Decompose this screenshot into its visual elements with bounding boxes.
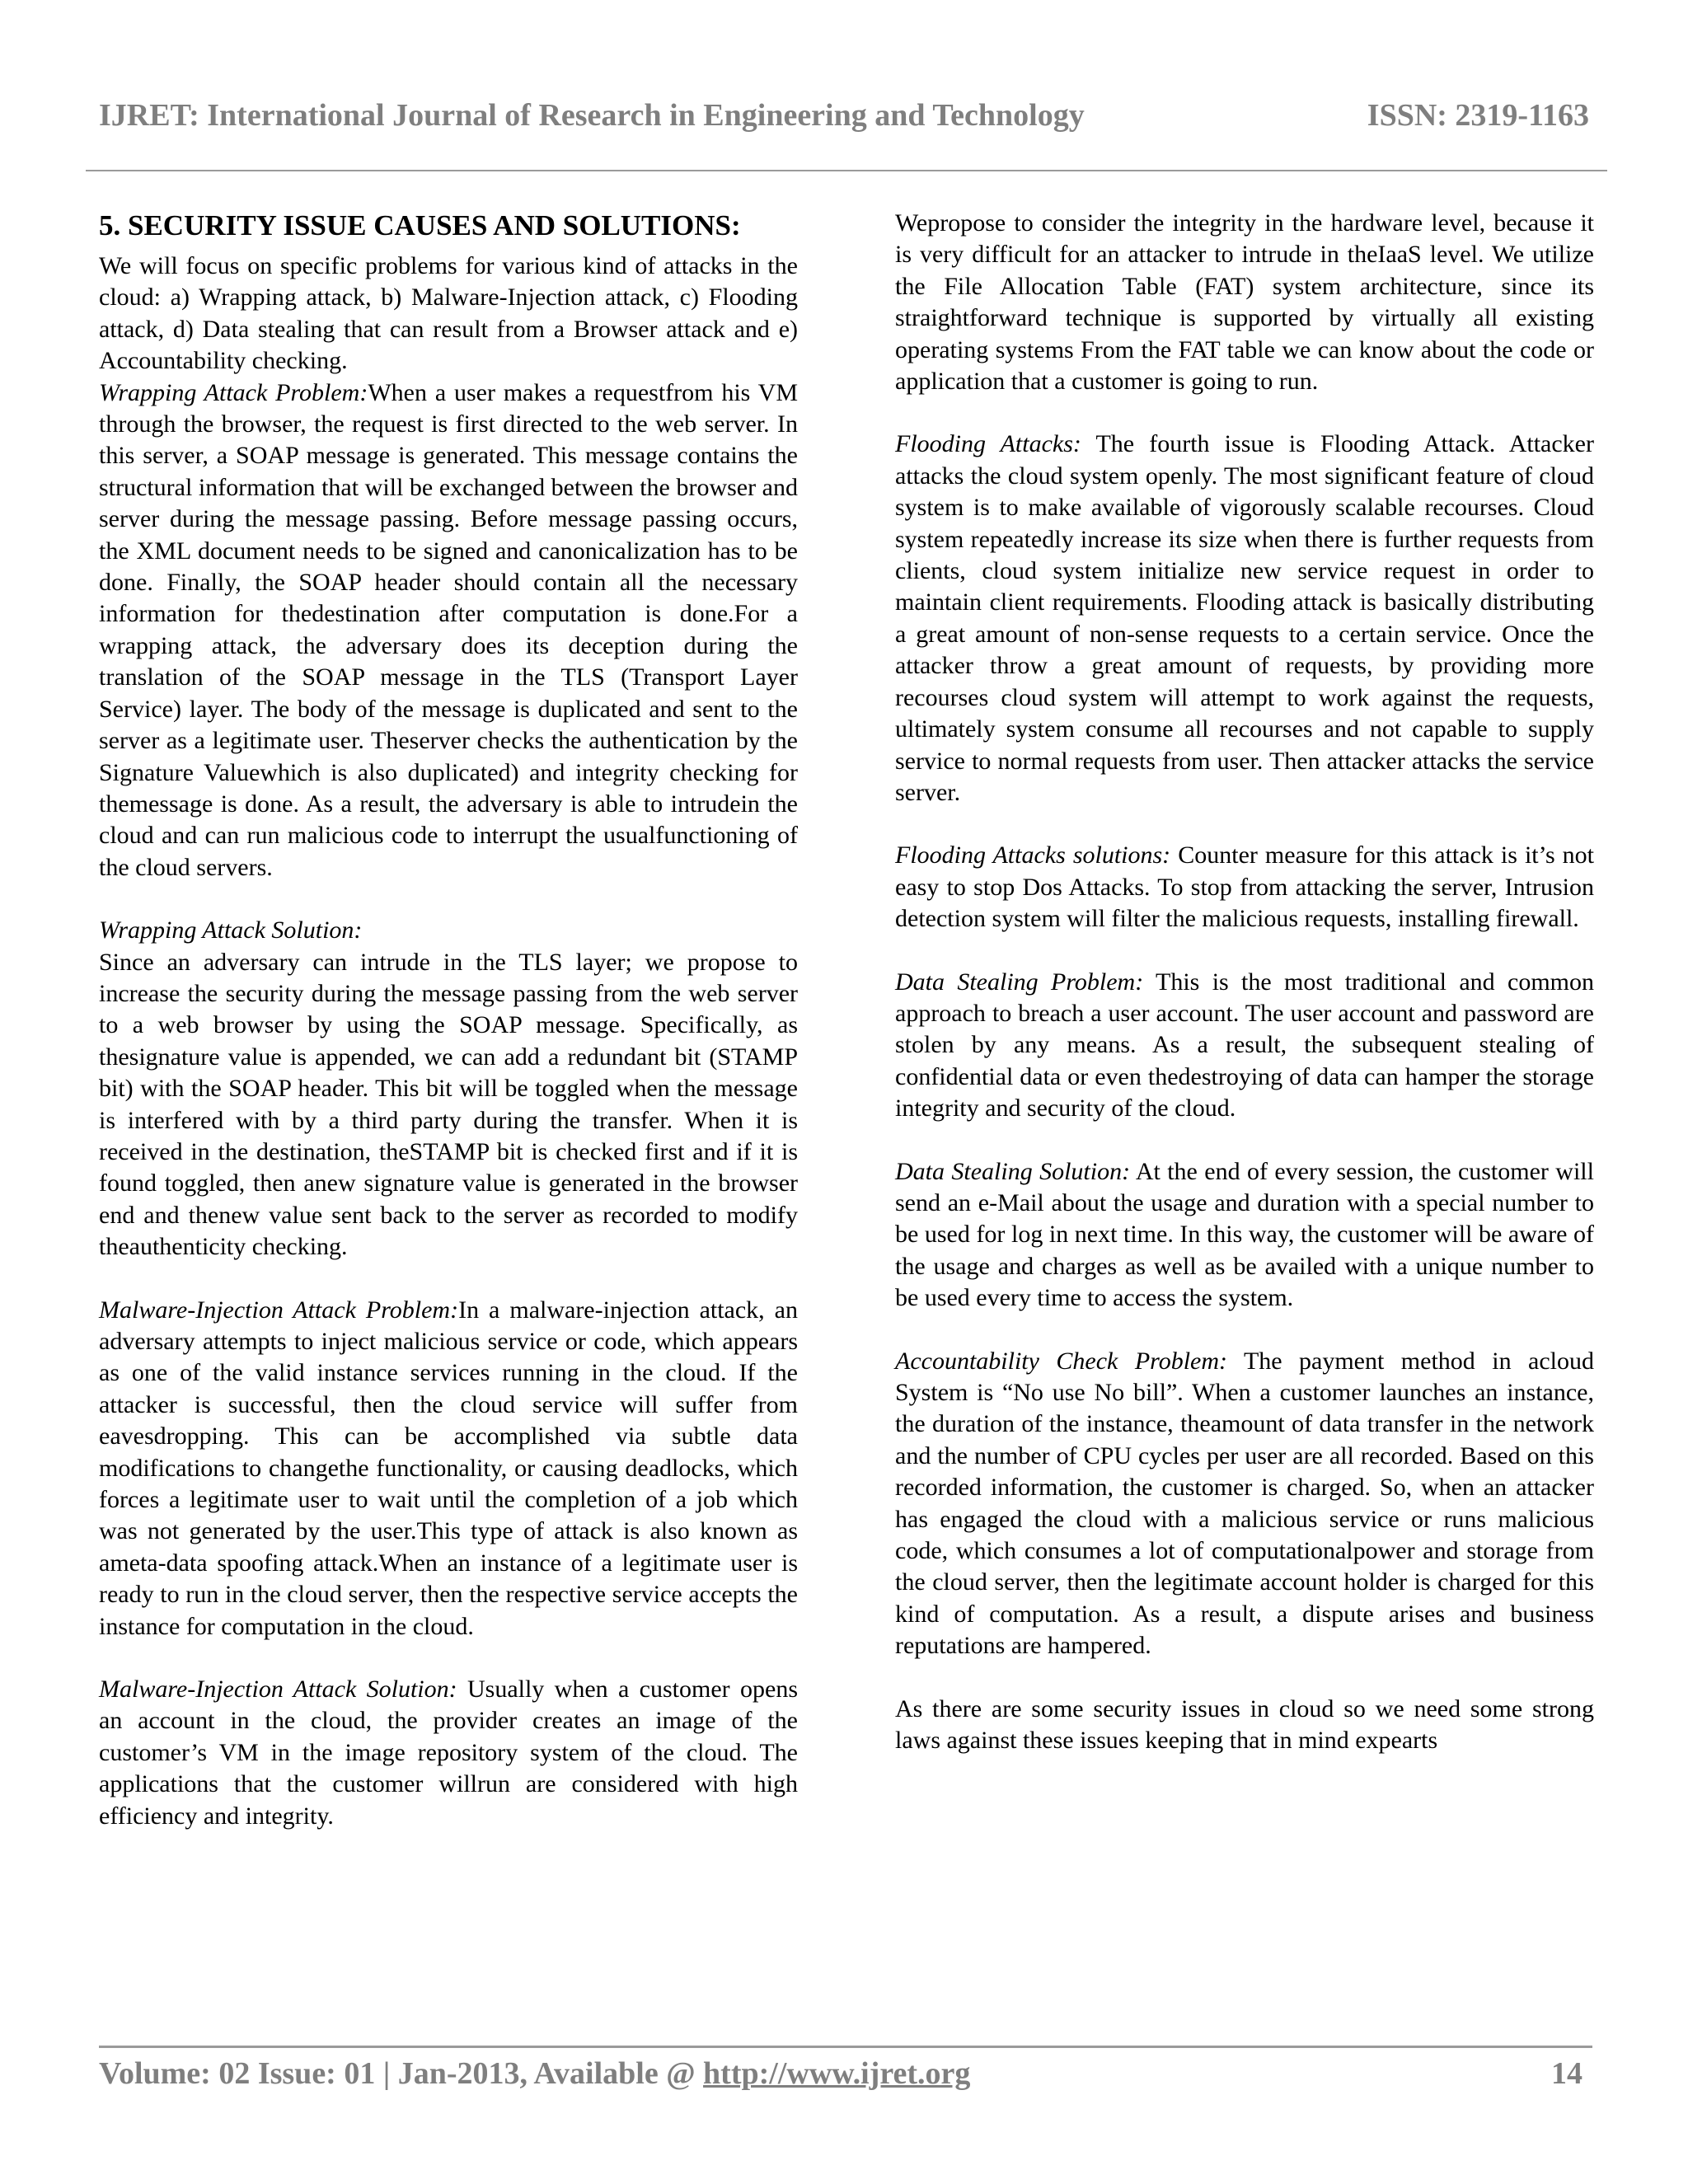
wrapping-problem-paragraph bbox=[99, 377, 798, 884]
section-title: 5. SECURITY ISSUE CAUSES AND SOLUTIONS: bbox=[99, 209, 741, 241]
wrapping-solution-text: Since an adversary can intrude in the TLS layer; we propose to increase the security during the message passing from the web server to a web browser by using the SOAP message. Specifically, as thesignature value is appended, we can add a redundant bit (STAMP bit) with the SOAP header. This bit will be toggled when the message is interfered with by a third party during the transfer. When it is received in the destination, theSTAMP bit is checked first and if it is found toggled, then anew signature value is generated in the browser end and thenew value sent back to the server as recorded to modify theauthenticity checking. bbox=[99, 948, 798, 1261]
flooding-problem-text: The fourth issue is Flooding Attack. Attacker attacks the cloud system openly. The most significant feature of cloud system is to make available of vigorously scalable recourses. Cloud system repeatedly increase its size when there is further requests from clients, cloud system initialize new service request in order to maintain client requirements. Flooding attack is basically distributing a great amount of non-sense requests to a certain service. Once the attacker throw a great amount of requests, by providing more recourses cloud system will attempt to work against the requests, ultimately system consume all recourses and not capable to supply service to normal requests from user. Then attacker attacks the service server. bbox=[895, 430, 1594, 806]
malware-problem-paragraph bbox=[99, 1295, 798, 1643]
header-divider bbox=[86, 170, 1607, 171]
closing-paragraph: As there are some security issues in cloud so we need some strong laws against these issues keeping that in mind expearts bbox=[895, 1694, 1594, 1755]
wrapping-problem-text: When a user makes a requestfrom his VM through the browser, the request is first directed to the web server. In this server, a SOAP message is generated. This message contains the structural information that will be exchanged between the browser and server during the message passing. Before message passing occurs, the XML document needs to be signed and canonicalization has to be done. Finally, the SOAP header should contain all the necessary information for thedestination after computation is done.For a wrapping attack, the adversary does its deception during the translation of the SOAP message in the TLS (Transport Layer Service) layer. The body of the message is duplicated and sent to the server as a legitimate user. Theserver checks the authentication by the Signature Valuewhich is also duplicated) and integrity checking for themessage is done. As a result, the adversary is able to intrudein the cloud and can run malicious code to interrupt the usualfunctioning of the cloud servers. bbox=[99, 378, 798, 881]
stealing-solution-heading: Data Stealing Solution: bbox=[895, 1157, 1131, 1185]
stealing-problem-text: This is the most traditional and common approach to breach a user account. The user account and password are stolen by any means. As a result, the subsequent stealing of confidential data or even thedestroying of data can hamper the storage integrity and security of the cloud. bbox=[895, 968, 1595, 1122]
malware-solution-continued: Wepropose to consider the integrity in the hardware level, because it is very difficult for an attacker to intrude in theIaaS level. We utilize the File Allocation Table (FAT) system architecture, since its straightforward technique is supported by virtually all existing operating systems From the FAT table we can know about the code or application that a customer is going to run. bbox=[895, 209, 1594, 396]
footer-divider bbox=[99, 2046, 1592, 2048]
accountability-problem-text: The payment method in acloud System is “No use No bill”. When a customer launches an instance, the duration of the instance, theamount of data transfer in the network and the number of CPU cycles per user are all recorded. Based on this recorded information, the customer is charged. So, when an attacker has engaged the cloud with a malicious service or runs malicious code, which consumes a lot of computationalpower and storage from the cloud server, then the legitimate account holder is charged for this kind of computation. As a result, a dispute arises and business reputations are hampered. bbox=[895, 1347, 1594, 1660]
flooding-solution-paragraph bbox=[895, 840, 1594, 935]
malware-solution-heading: Malware-Injection Attack Solution: bbox=[99, 1675, 457, 1704]
flooding-solution-text: Counter measure for this attack is it’s not easy to stop Dos Attacks. To stop from attacking the server, Intrusion detection system will filter the malicious requests, installing firewall. bbox=[895, 841, 1595, 933]
wrapping-problem-heading: Wrapping Attack Problem: bbox=[99, 378, 368, 406]
journal-title: IJRET: International Journal of Research in Engineering and Technology bbox=[99, 98, 1085, 133]
footer-volume bbox=[99, 2055, 970, 2092]
intro-paragraph: We will focus on specific problems for various kind of attacks in the cloud: a) Wrapping attack, b) Malware-Injection attack, c) Flooding attack, d) Data stealing that can result from a Browser attack and e) Accountability checking. bbox=[99, 252, 798, 375]
malware-solution-paragraph bbox=[99, 1674, 798, 1832]
flooding-problem-heading: Flooding Attacks: bbox=[895, 430, 1081, 458]
stealing-problem-paragraph bbox=[895, 967, 1594, 1125]
wrapping-solution-heading-line bbox=[99, 915, 798, 946]
stealing-solution-text: At the end of every session, the customer will send an e-Mail about the usage and duration with a special number to be used for log in next time. In this way, the customer will be aware of the usage and charges as well as be availed with a unique number to be used every time to access the system. bbox=[895, 1157, 1594, 1312]
page-number: 14 bbox=[1551, 2056, 1582, 2091]
stealing-solution-paragraph bbox=[895, 1156, 1594, 1315]
left-column bbox=[99, 208, 798, 1832]
journal-url-link[interactable]: http://www.ijret.org bbox=[703, 2056, 971, 2091]
flooding-solution-heading: Flooding Attacks solutions: bbox=[895, 841, 1171, 869]
flooding-problem-paragraph bbox=[895, 429, 1594, 808]
wrapping-solution-heading: Wrapping Attack Solution: bbox=[99, 916, 363, 944]
footer-volume-text: Volume: 02 Issue: 01 | Jan-2013, Available @ bbox=[99, 2056, 704, 2091]
stealing-problem-heading: Data Stealing Problem: bbox=[895, 968, 1144, 996]
accountability-problem-paragraph bbox=[895, 1346, 1594, 1662]
malware-solution-text: Usually when a customer opens an account in the cloud, the provider creates an image of the customer’s VM in the image repository system of the cloud. The applications that the customer willrun are considered with high efficiency and integrity. bbox=[99, 1675, 798, 1830]
malware-problem-text: In a malware-injection attack, an adversary attempts to inject malicious service or code, which appears as one of the valid instance services running in the cloud. If the attacker is successful, then the cloud service will suffer from eavesdropping. This can be accomplished via subtle data modifications to changethe functionality, or causing deadlocks, which forces a legitimate user to wait until the completion of a job which was not generated by the user.This type of attack is also known as ameta-data spoofing attack.When an instance of a legitimate user is ready to run in the cloud server, then the respective service accepts the instance for computation in the cloud. bbox=[99, 1296, 798, 1640]
accountability-problem-heading: Accountability Check Problem: bbox=[895, 1347, 1228, 1375]
malware-problem-heading: Malware-Injection Attack Problem: bbox=[99, 1296, 459, 1324]
issn: ISSN: 2319-1163 bbox=[1367, 98, 1589, 133]
right-column bbox=[895, 208, 1594, 1756]
